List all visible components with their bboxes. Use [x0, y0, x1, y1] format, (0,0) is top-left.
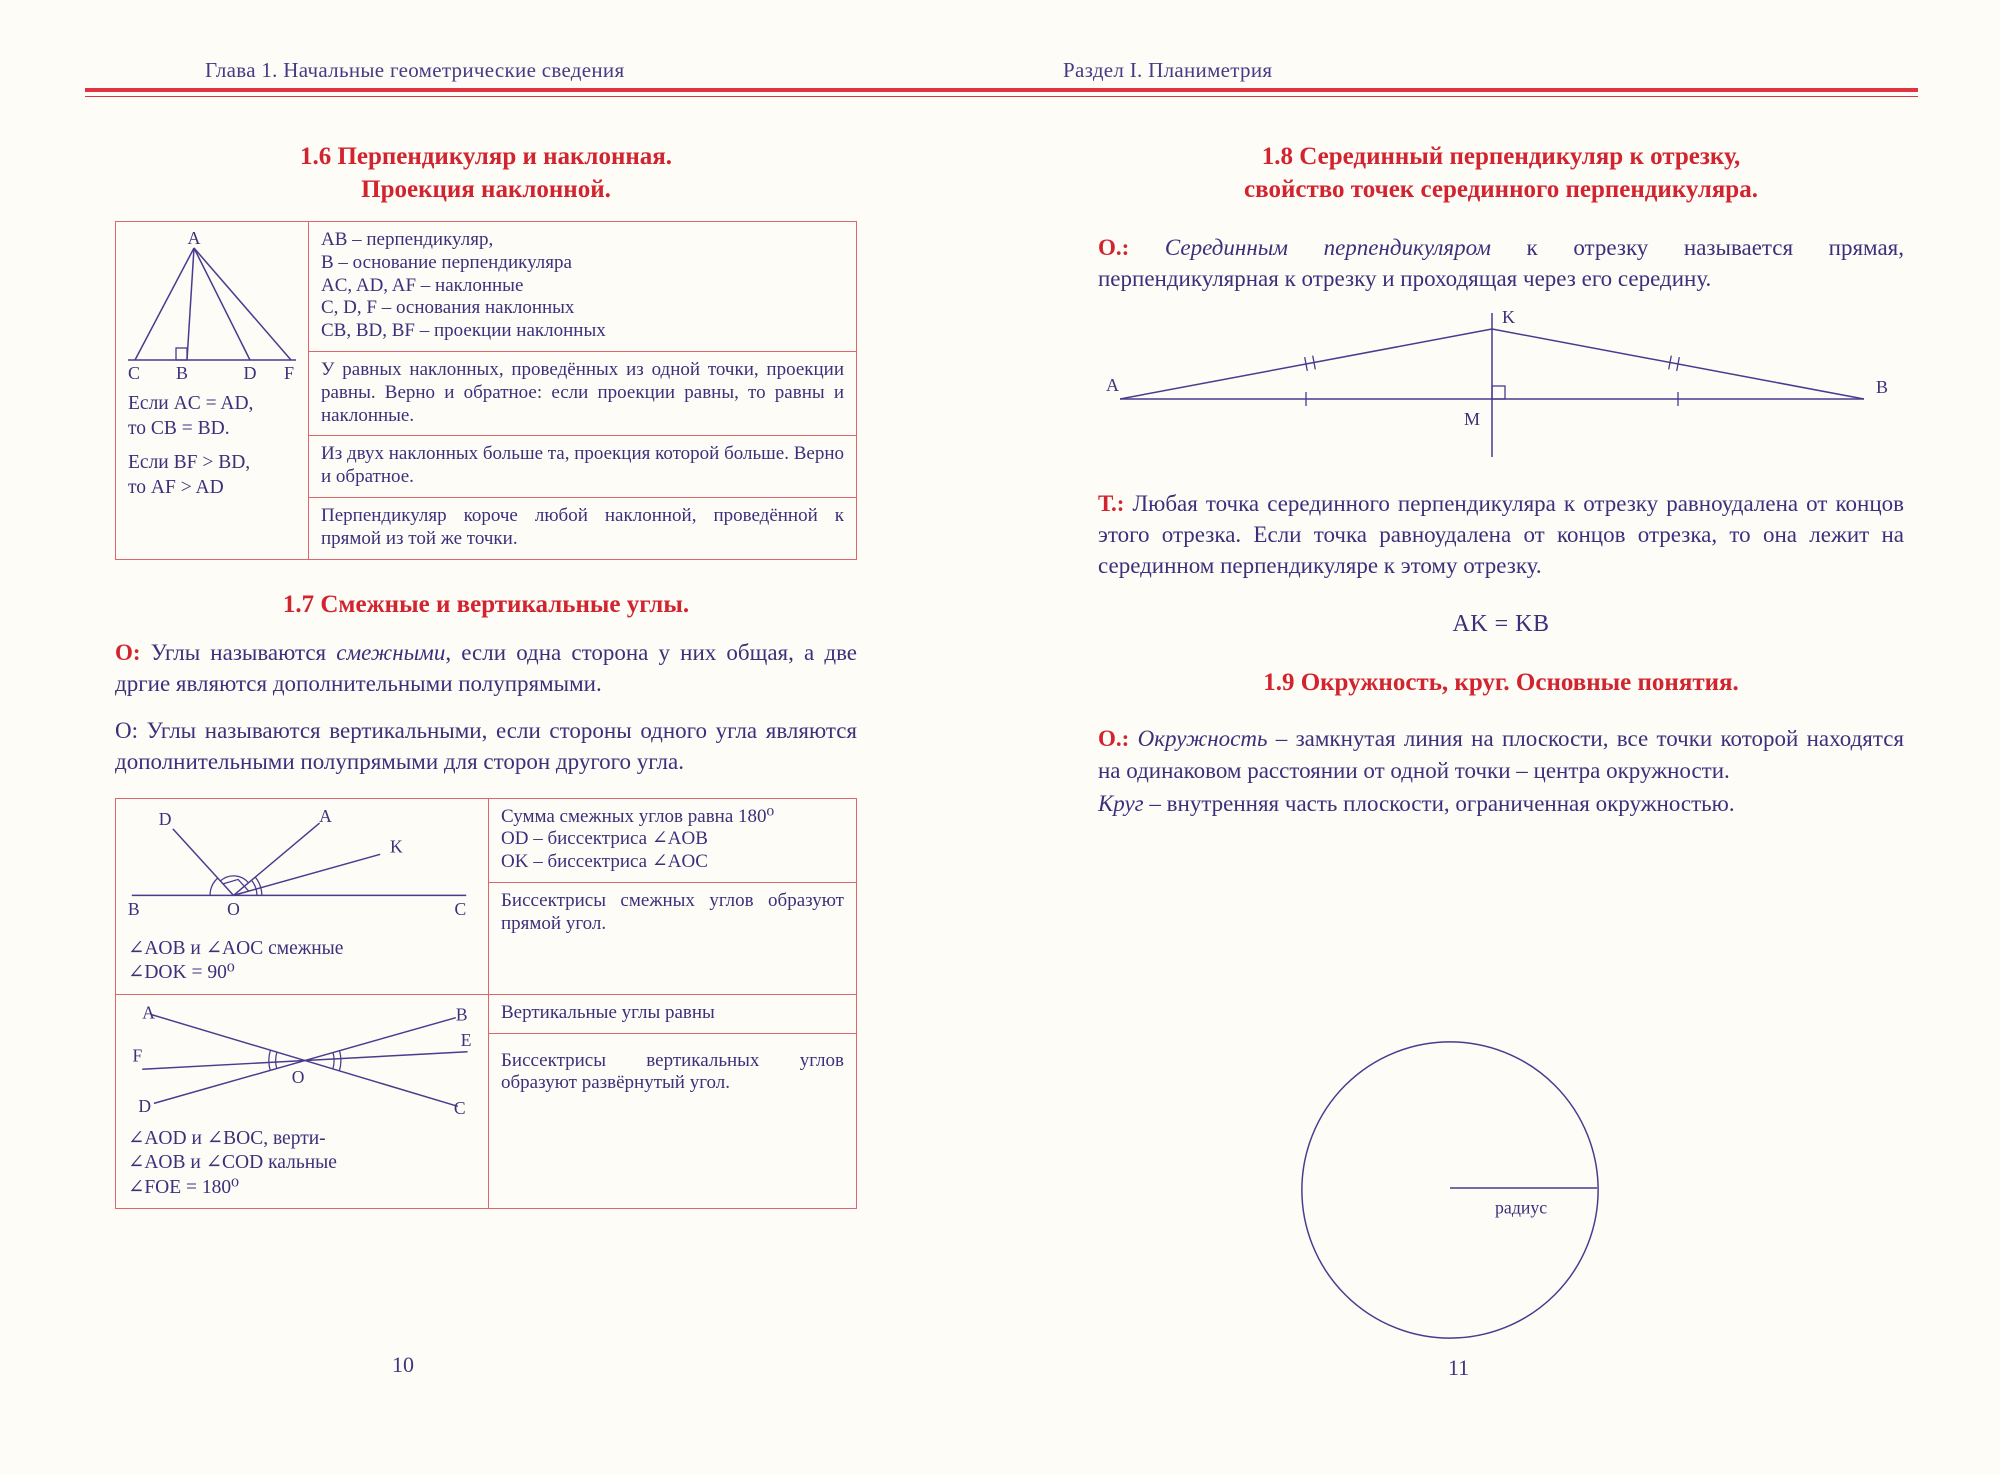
definition-line: C, D, F – основания наклонных [321, 297, 575, 319]
caption-line: ∠DOK = 90⁰ [128, 962, 235, 984]
theorem-text: Любая точка серединного перпендикуляра к отрезку равноудалена от концов этого отрезка. Если точка равноудалена от концов отрезка, то она лежит на серединном перпендикуляре к этому отрезку. [1098, 490, 1904, 579]
fact-line: OD – биссектриса ∠AOB [501, 828, 708, 850]
adjacent-angles-facts [489, 799, 856, 882]
point-label-c: C [454, 898, 467, 919]
definition-line: CB, BD, BF – проекции наклонных [321, 320, 606, 342]
definition-disk [1098, 788, 1904, 819]
formula-ak-kb: AK = KB [1452, 611, 1550, 638]
figure-adjacent-angles-cell [116, 799, 488, 994]
header-rule [85, 88, 1918, 97]
point-label-c: C [453, 1097, 466, 1117]
section-1-6-title [115, 140, 857, 206]
definition-circle-line [1098, 723, 1904, 786]
point-label-m: M [1463, 408, 1480, 429]
point-label-b: B [127, 898, 140, 919]
section-1-6-title-line2: Проекция наклонной. [361, 176, 611, 203]
property-shortest-perpendicular: Перпендикуляр короче любой наклонной, проведённой к прямой из той же точки. [309, 497, 856, 559]
term-perpendicular-bisector: Серединным перпендикуляром [1129, 235, 1527, 260]
table-1-7-row2-text [488, 994, 856, 1209]
theorem-perpendicular-bisector [1098, 488, 1904, 582]
point-label-b: B [1875, 376, 1888, 397]
vertical-bisectors-note: Биссектрисы вертикальных углов образуют развёрнутый угол. [489, 1033, 856, 1104]
table-1-7-row1-text [488, 799, 856, 994]
section-1-8-title-line2: свойство точек серединного перпендикуляра. [1244, 176, 1758, 203]
property-greater-oblique: Из двух наклонных больше та, проекция которой больше. Верно и обратное. [309, 435, 856, 497]
page-10 [115, 140, 857, 1209]
caption-line: ∠AOD и ∠BOC, верти- [128, 1127, 326, 1149]
point-label-c: C [127, 363, 141, 382]
table-1-6-text-cell [308, 222, 856, 559]
point-label-k: K [1502, 306, 1515, 327]
figure-perpendicular-obliques-cell [116, 222, 308, 559]
definition-perpendicular-bisector [1098, 232, 1904, 295]
page-11 [1098, 140, 1904, 819]
point-label-o: O [291, 1066, 305, 1087]
definition-text: – внутренняя часть плоскости, ограниченная окружностью. [1149, 790, 1735, 816]
definition-line: AB – перпендикуляр, [321, 229, 494, 250]
figure-perpendicular-bisector [1102, 303, 1892, 468]
point-label-a: A [187, 232, 201, 248]
running-header-left: Глава 1. Начальные геометрические сведения [205, 58, 625, 82]
definitions-block [309, 222, 856, 351]
table-1-7 [115, 798, 857, 1210]
vertical-angles-equal-note: Вертикальные углы равны [501, 1001, 715, 1023]
point-label-a: A [1106, 374, 1119, 395]
term-adjacent: смежными [336, 639, 446, 665]
property-equal-obliques: У равных наклонных, проведённых из одной точки, проекции равны. Верно и обратное: если проекции равны, то равны и наклонные. [309, 351, 856, 435]
definition-text: Углы называются [140, 639, 337, 665]
section-1-7-title: 1.7 Смежные и вертикальные углы. [282, 590, 690, 618]
point-label-a: A [142, 1004, 155, 1023]
point-label-b: B [455, 1004, 468, 1025]
figure-adjacent-angles [124, 809, 476, 927]
caption-line: то AF > AD [128, 476, 224, 498]
figure-circle [1292, 1032, 1608, 1348]
page-number-10: 10 [392, 1352, 414, 1377]
point-label-d: D [158, 808, 172, 829]
definition-line: AC, AD, AF – наклонные [321, 274, 524, 296]
section-1-9-title: 1.9 Окружность, круг. Основные понятия. [1263, 669, 1739, 697]
point-label-k: K [389, 835, 403, 856]
caption-line: Если AC = AD, [128, 393, 254, 414]
point-label-a: A [319, 808, 332, 826]
figure-adjacent-caption [124, 937, 482, 986]
caption-line: ∠AOB и ∠AOC смежные [128, 937, 344, 959]
page-number-11: 11 [1448, 1355, 1470, 1380]
caption-line: то CB = BD. [128, 417, 230, 439]
point-label-f: F [132, 1045, 143, 1066]
figure-vertical-caption [124, 1127, 482, 1201]
table-1-6 [115, 221, 857, 560]
term-disk: Круг [1098, 790, 1150, 816]
point-label-d: D [138, 1095, 151, 1116]
radius-label: радиус [1495, 1197, 1548, 1218]
fact-line: Сумма смежных углов равна 180⁰ [501, 805, 775, 827]
section-1-8-title-line1: 1.8 Серединный перпендикуляр к отрезку, [1261, 143, 1741, 170]
definition-line: B – основание перпендикуляра [321, 251, 572, 273]
definition-text: , если одна сторона у них общая, а две дргие являются дополнительными полупрямыми. [115, 639, 858, 696]
caption-line: ∠AOB и ∠COD кальные [128, 1152, 337, 1174]
definition-marker: О.: [1098, 235, 1130, 260]
point-label-f: F [283, 363, 295, 382]
theorem-marker: Т.: [1098, 490, 1125, 516]
definition-text: к отрезку называется прямая, перпендикулярная к отрезку и проходящая через его середину. [1098, 235, 1904, 292]
figure-perpendicular-obliques [124, 232, 300, 382]
definition-text: – замкнутая линия на плоскости, все точки которой находятся на одинаковом расстоянии от одной точки – центра окружности. [1098, 726, 1904, 783]
point-label-d: D [243, 363, 257, 382]
running-header-right: Раздел I. Планиметрия [1063, 58, 1273, 82]
figure-1-6-caption [124, 392, 302, 500]
adjacent-bisectors-note: Биссектрисы смежных углов образуют прямой угол. [489, 882, 856, 944]
fact-line: OK – биссектриса ∠AOC [501, 851, 708, 873]
point-label-b: B [175, 363, 189, 382]
definition-marker: О: [115, 639, 141, 665]
figure-vertical-angles [124, 1005, 476, 1117]
point-label-o: O [227, 898, 240, 919]
figure-vertical-angles-cell [116, 994, 488, 1209]
definition-adjacent-angles [115, 637, 857, 700]
definition-marker: О.: [1098, 726, 1130, 752]
caption-line: Если BF > BD, [128, 452, 251, 474]
point-label-e: E [460, 1029, 472, 1050]
definition-vertical-angles: О: Углы называются вертикальными, если стороны одного угла являются дополнительными полупрямыми для сторон другого угла. [115, 718, 857, 775]
circle-diagram [1292, 1032, 1608, 1348]
term-circle: Окружность [1129, 726, 1276, 752]
section-1-6-title-line1: 1.6 Перпендикуляр и наклонная. [299, 143, 673, 170]
caption-line: ∠FOE = 180⁰ [128, 1176, 239, 1198]
section-1-8-title [1098, 140, 1904, 206]
